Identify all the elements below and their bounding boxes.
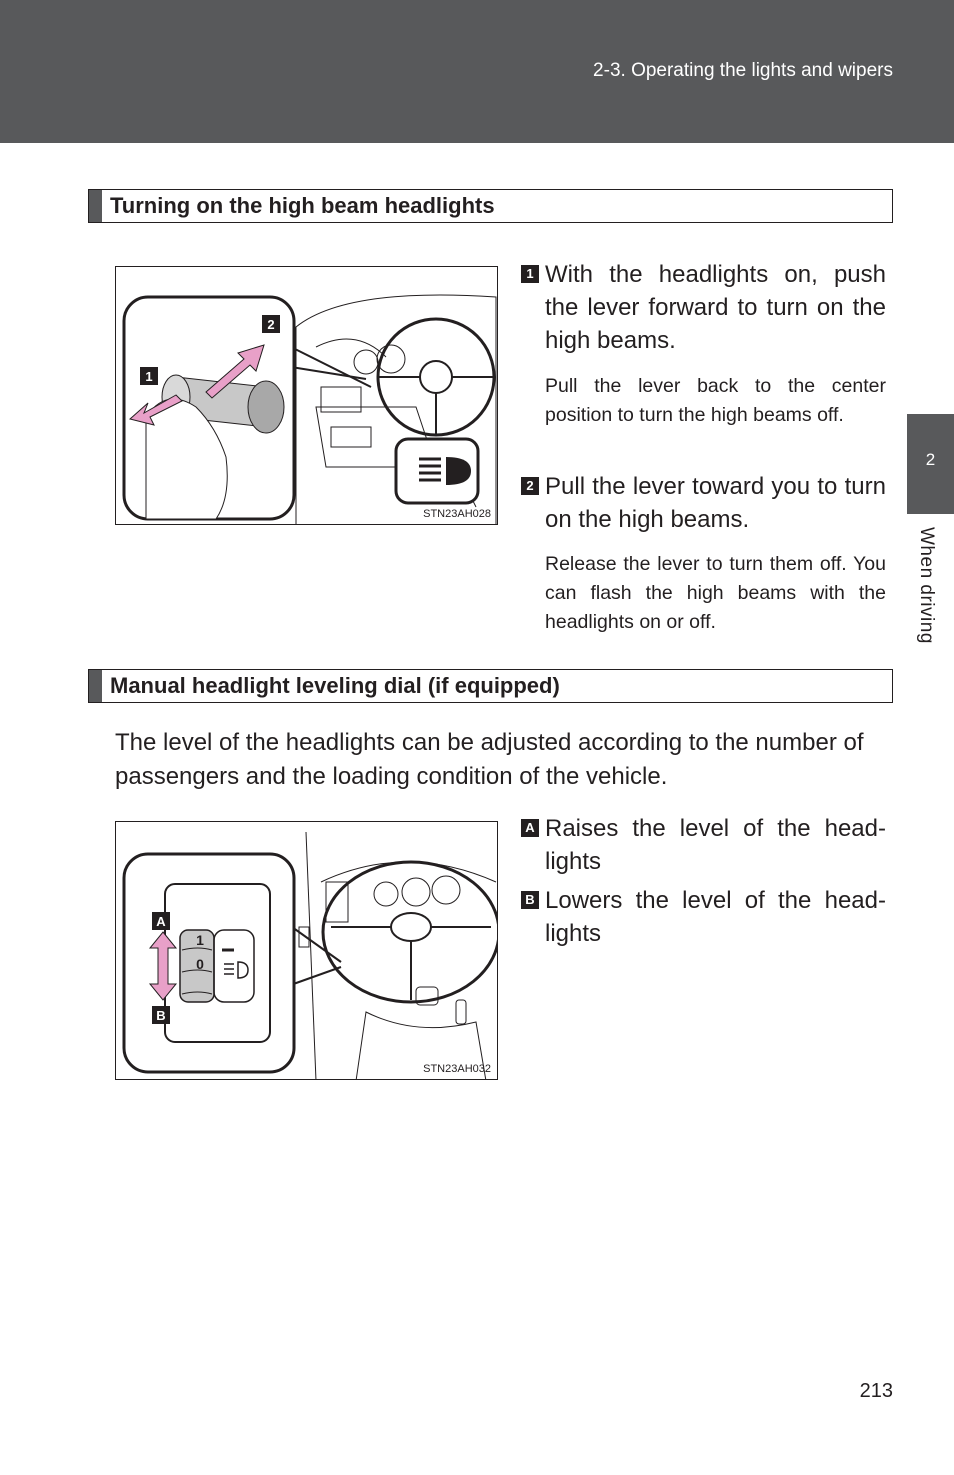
figure-code: STN23AH032 [423, 1063, 491, 1075]
figure-code: STN23AH028 [423, 508, 491, 520]
step-badge: 1 [521, 265, 539, 283]
heading-bar [89, 190, 102, 222]
high-beam-illustration [116, 267, 498, 525]
breadcrumb: 2-3. Operating the lights and wipers [593, 60, 893, 81]
dial-label-1: 1 [196, 932, 204, 948]
list-item-push-forward [521, 258, 886, 357]
list-item-pull-toward [521, 470, 886, 536]
figure-badge-b: B [156, 1008, 166, 1023]
figure-badge-a: A [156, 914, 166, 929]
figure-high-beam-lever [115, 266, 498, 525]
heading-bar [89, 670, 102, 702]
leveling-dial-illustration [116, 822, 498, 1080]
list-item-lower [521, 884, 886, 950]
figure-badge-1: 1 [145, 369, 153, 384]
step-text: Raises the level of the head-lights [545, 815, 886, 875]
intro-paragraph: The level of the headlights can be adjusted according to the number of passengers and the loading condition of the vehicle. [115, 729, 864, 790]
step-note: Pull the lever back to the center position to turn the high beams off. [545, 375, 886, 426]
step-badge: 2 [521, 477, 539, 495]
step-text: With the headlights on, push the lever forward to turn on the high beams. [545, 261, 886, 354]
chapter-tab [907, 414, 954, 514]
page-number: 213 [859, 1380, 893, 1402]
section-title: Turning on the high beam headlights [110, 193, 495, 218]
step-note: Release the lever to turn them off. You can flash the high beams with the headlights on or off. [545, 553, 886, 633]
step-badge: B [521, 891, 539, 909]
list-item-raise [521, 812, 886, 878]
step-text: Lowers the level of the head-lights [545, 887, 886, 947]
header-bar [0, 0, 954, 143]
dial-label-0: 0 [196, 956, 204, 972]
chapter-number: 2 [925, 450, 936, 469]
section-heading-leveling-dial [88, 669, 893, 703]
figure-leveling-dial [115, 821, 498, 1080]
step-badge: A [521, 819, 539, 837]
figure-badge-2: 2 [267, 317, 275, 332]
chapter-label: When driving [916, 527, 937, 644]
section-title: Manual headlight leveling dial (if equipped) [110, 673, 560, 698]
section-heading-high-beam [88, 189, 893, 223]
step-text: Pull the lever toward you to turn on the high beams. [545, 473, 886, 533]
